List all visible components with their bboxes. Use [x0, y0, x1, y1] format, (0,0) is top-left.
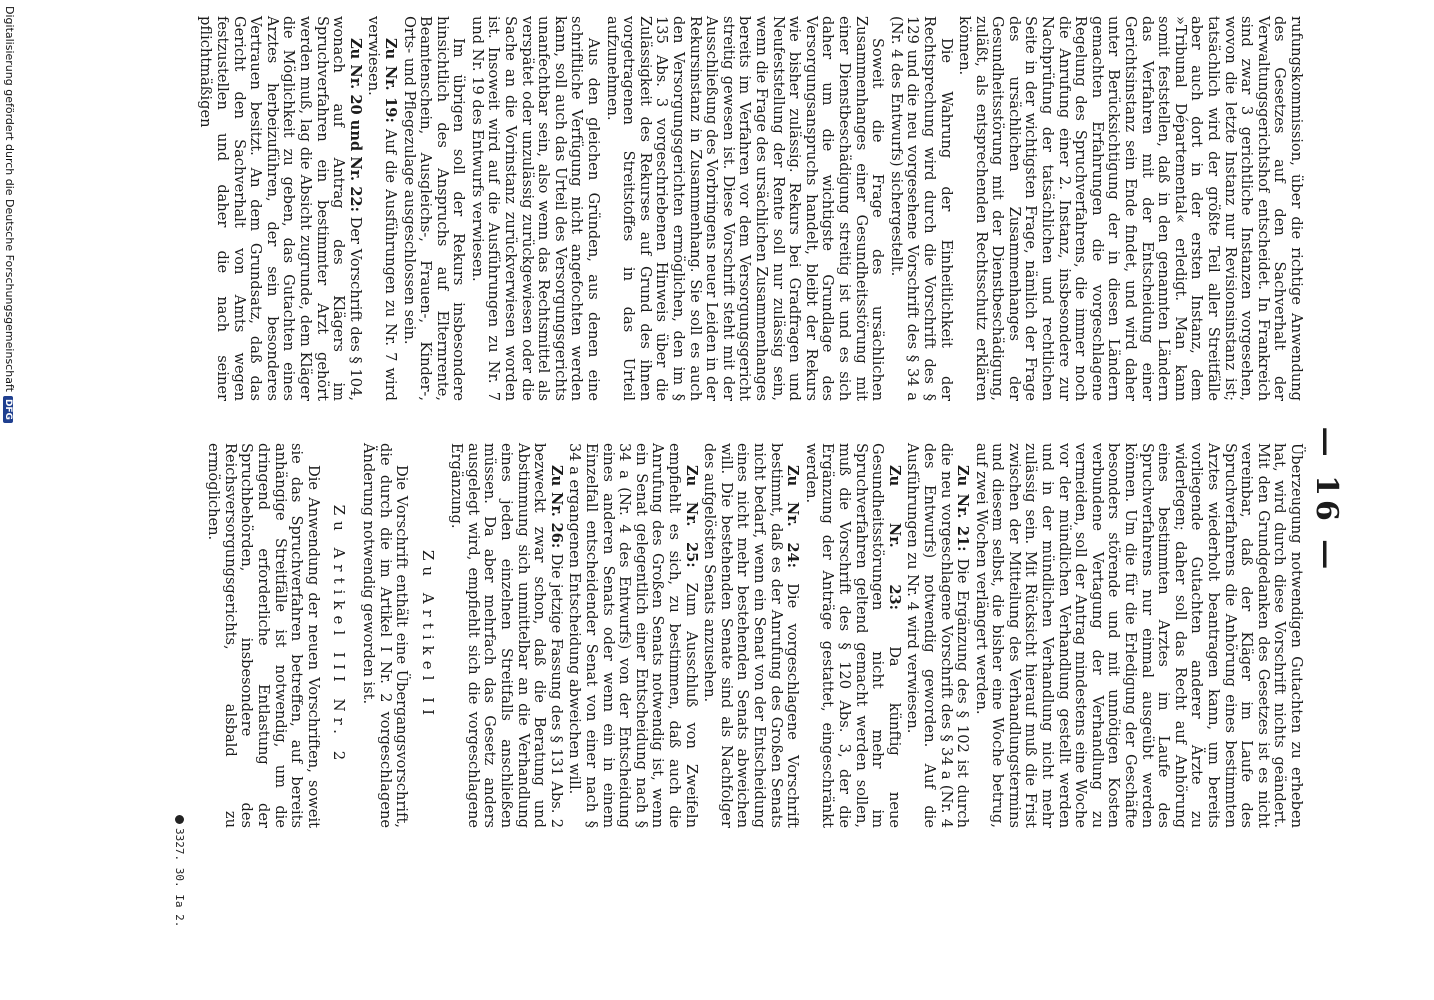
section-heading: Zu Artikel III Nr. 2 — [330, 504, 349, 767]
paragraph — [904, 443, 970, 828]
digitization-note — [2, 6, 16, 996]
paragraph — [701, 443, 801, 828]
dfg-logo-icon: DFG — [3, 396, 13, 423]
printer-code-text: 3327. 30. Ia 2. — [173, 828, 186, 928]
paragraph-text: Zum Ausschluß von Zweifeln empfiehlt es sich, zu bestimmen, daß auch die Anrufung des Großen Senats notwendig ist, wenn ein Senat gelegentlich einer Entscheidung nach § 34 a (Nr. 4 des Entwurfs) von der Entscheidung eines anderen Senats oder wenn ein in einem Einzelfall entscheidender Senat von einer nach § 34 a ergangenen Entscheidung abweichen will. — [566, 443, 700, 828]
section-heading: Zu Artikel II — [418, 549, 437, 722]
section-lead: Zu Nr. 24: — [784, 465, 802, 569]
section-lead: Zu Nr. 26: — [547, 465, 565, 549]
paragraph: Die Wahrung der Einheitlichkeit der Rechtsprechung wird durch die Vorschrift des § 129 und die neu vorgesehene Vorschrift des § 34 a (Nr. 4 des Entwurfs) sichergestellt. — [887, 16, 955, 401]
text-column-left — [195, 16, 1304, 401]
section-lead: Zu Nr. 19: — [381, 38, 399, 123]
paragraph — [802, 443, 902, 828]
text-column-right — [203, 443, 1304, 828]
paragraph: rufungskommission, über die richtige Anwendung des Gesetzes auf den Sachverhalt der Verwaltungsgerichtshof entscheidet. In Frankreich sind zwar 3 gerichtliche Instanzen vorgesehen, wovon die letzte Instanz nur Revisionsinstanz ist; tatsächlich wird der größte Teil aller Streitfälle aber auch dort in der ersten Instanz, dem »Tribunal Départemental« erledigt. Man kann somit feststellen, daß in den genannten Ländern das Verfahren mit der Entscheidung einer Gerichtsinstanz sein Ende findet, und wird daher unter Berücksichtigung der in diesen Ländern gemachten Erfahrungen die vorgeschlagene Regelung des Spruchverfahrens, die immer noch die Anrufung einer 2. Instanz, insbesondere zur Nachprüfung der tatsächlichen und rechtlichen Seite in der wichtigsten Frage, nämlich der Frage des ursächlichen Zusammenhanges der Gesundheitsstörung mit der Dienstbeschädigung, zuläßt, als entsprechenden Rechtsschutz erklären können. — [956, 16, 1305, 401]
paragraph: Die Anwendung der neuen Vorschriften, soweit sie das Spruchverfahren betreffen, auf bereits anhängige Streitfälle ist notwendig, um die dringend erforderliche Entlastung der Spruchbehörden, insbesondere des Reichsversorgungsgerichts, alsbald zu ermöglichen. — [205, 443, 322, 828]
paragraph — [448, 443, 564, 828]
page-number: — 16 — — [1309, 426, 1344, 574]
paragraph-text: Auf die Ausführungen zu Nr. 7 wird verwiesen. — [365, 16, 399, 402]
section-lead: Zu Nr. 20 und Nr. 22: — [346, 38, 364, 212]
paragraph: Aus den gleichen Gründen, aus denen eine schriftliche Verfügung nicht angefochten werden kann, soll auch das Urteil des Versorgungsgerichts unanfechtbar sein, also wenn das Rechtsmittel als verspätet oder unzulässig zurückgewiesen oder die Sache an die Vorinstanz zurückverwiesen worden ist. Insoweit wird auf die Ausführungen zu Nr. 7 und Nr. 19 des Entwurfs verwiesen. — [468, 16, 603, 401]
paragraph: Überzeugung notwendigen Gutachten zu erheben hat, wird durch diese Vorschrift nichts geändert. Mit den Grundgedanken des Gesetzes ist es nicht vereinbar, daß der Kläger im Laufe des Spruchverfahrens die Anhörung eines bestimmten Arztes wiederholt beantragen kann, um bereits vorliegende Gutachten anderer Ärzte zu widerlegen; daher soll das Recht auf Anhörung eines bestimmten Arztes im Laufe des Spruchverfahrens nur einmal ausgeübt werden können. Um die für die Erledigung der Geschäfte besonders störende und mit unnötigen Kosten verbundene Vertagung der Verhandlung zu vermeiden, soll der Antrag mindestens eine Woche vor der mündlichen Verhandlung gestellt werden und in der mündlichen Verhandlung nicht mehr zulässig sein. Mit Rücksicht hierauf muß die Frist zwischen der Mitteilung des Verhandlungstermins und diesem selbst, die bisher eine Woche betrug, auf zwei Wochen verlängert werden. — [972, 443, 1305, 828]
printer-mark-icon — [175, 815, 184, 824]
paragraph — [566, 443, 699, 828]
paragraph: Die Vorschrift enthält eine Übergangsvorschrift, die durch die im Artikel I Nr. 2 vorgeschlagene Änderung notwendig geworden ist. — [359, 443, 411, 828]
paragraph-text: Da künftig neue Gesundheitsstörungen nicht mehr im Spruchverfahren geltend gemacht werden sollen, muß die Vorschrift des § 120 Abs. 3, der die Ergänzung der Anträge gestattet, eingeschränkt werden. — [802, 443, 903, 829]
paragraph-text: Die Ergänzung des § 102 ist durch die neu vorgeschlagene Vorschrift des § 34 a (Nr. 4 des Entwurfs) notwendig geworden. Auf die Ausführungen zu Nr. 4 wird verwiesen. — [904, 443, 972, 829]
printer-code — [173, 815, 186, 927]
paragraph: Soweit die Frage des ursächlichen Zusammenhanges einer Gesundheitsstörung mit einer Dienstbeschädigung streitig ist und es sich daher um die wichtigste Grundlage des Versorgungsanspruchs handelt, bleibt der Rekurs wie bisher zulässig. Rekurs bei Gradfragen und Neufeststellung der Rente soll nur zulässig sein, wenn die Frage des ursächlichen Zusammenhanges bereits im Verfahren vor dem Versorgungsgericht streitig gewesen ist. Diese Vorschrift steht mit der Ausschließung des Vorbringens neuer Leiden in der Rekursinstanz in Zusammenhang. Sie soll es auch den Versorgungsgerichten ermöglichen, den im § 135 Abs. 3 vorgeschriebenen Hinweis über die Zulässigkeit des Rekurses auf Grund des ihnen vorgetragenen Streitstoffes in das Urteil aufzunehmen. — [603, 16, 887, 401]
section-lead: Zu Nr. 23: — [885, 465, 903, 611]
section-lead: Zu Nr. 25: — [682, 465, 700, 568]
paragraph-text: Der Vorschrift des § 104, wonach auf Antrag des Klägers im Spruchverfahren ein bestimmter Arzt gehört werden muß, lag die Absicht zugrunde, dem Kläger die Möglichkeit zu geben, das Gutachten eines Arztes herbeizuführen, der sein besonderes Vertrauen besitzt. An dem Grundsatz, daß das Gericht den Sachverhalt von Amts wegen festzustellen und daher die nach seiner pflichtmäßigen — [197, 16, 364, 402]
paragraph — [365, 16, 398, 401]
section-lead: Zu Nr. 21: — [954, 465, 972, 552]
paragraph — [197, 16, 363, 401]
paragraph-text: Die jetzige Fassung des § 131 Abs. 2 bezweckt zwar schon, daß die Beratung und Abstimmung sich unmittelbar an die Verhandlung eines jeden einzelnen Streitfalls anschließen müssen. Da aber mehrfach das Gesetz anders ausgelegt wird, empfiehlt sich die vorgeschlagene Ergänzung. — [448, 443, 565, 829]
digitization-note-text: Digitalisierung gefördert durch die Deutsche Forschungsgemeinschaft — [3, 6, 16, 392]
paragraph-text: Die vorgeschlagene Vorschrift bestimmt, daß es der Anrufung des Großen Senats nicht bedarf, wenn ein Senat von der Entscheidung eines nicht mehr bestehenden Senats abweichen will. Die bestehenden Senate sind als Nachfolger des aufgelösten Senats anzusehen. — [701, 443, 802, 828]
paragraph: Im übrigen soll der Rekurs insbesondere hinsichtlich des Anspruchs auf Elternrente, Beamtenschein, Ausgleichs-, Frauen-, Kinder-, Orts- und Pflegezulage ausgeschlossen sein. — [400, 16, 468, 401]
